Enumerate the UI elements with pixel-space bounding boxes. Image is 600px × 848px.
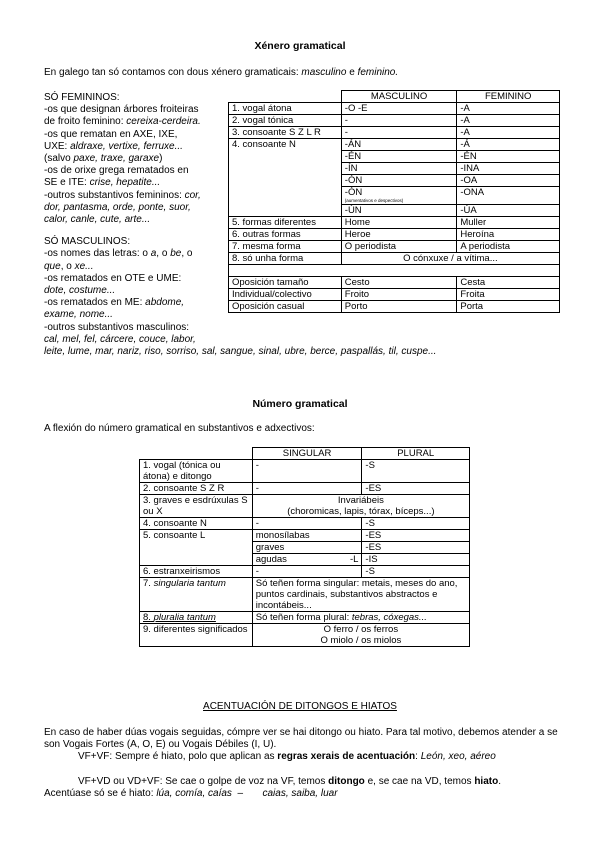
table-row: 2. vogal tónica - -A — [229, 115, 560, 127]
table-row: -ÓN (aumentativos e despectivos) -ONA — [229, 187, 560, 205]
table-row: 5. formas diferentes Home Muller — [229, 217, 560, 229]
table-row: Oposición casual Porto Porta — [229, 301, 560, 313]
table-row: 3. consoante S Z L R - -A — [229, 127, 560, 139]
table-row: 4. consoante N -ÁN -Á — [229, 139, 560, 151]
table-row: Individual/colectivo Froito Froita — [229, 289, 560, 301]
table-row: 8. pluralia tantum Só teñen forma plural: tebras, cóxegas... — [140, 612, 470, 624]
section3-p4: Acentúase só se é hiato: lúa, comía, caías – caias, saiba, luar — [44, 788, 338, 799]
section3-p1: En caso de haber dúas vogais seguidas, cómpre ver se hai ditongo ou hiato. Para tal motivo, debemos atender a se son Vogais Fortes (A, O, E) ou Vogais Débiles (I, U). — [44, 727, 558, 750]
table-row: 7. mesma forma O periodista A periodista — [229, 241, 560, 253]
table-row: -ÓN -OA — [229, 175, 560, 187]
table-row: 3. graves e esdrúxulas S ou X Invariábeis (choromicas, lapis, tórax, bíceps...) — [140, 495, 470, 518]
table-row: graves -ES — [140, 542, 470, 554]
table-row: 4. consoante N - -S — [140, 518, 470, 530]
table-row: 1. vogal (tónica ou átona) e ditongo - -S — [140, 460, 470, 483]
section2-title: Número gramatical — [252, 398, 348, 410]
table-row: -ÉN -ÉN — [229, 151, 560, 163]
section1-intro: En galego tan só contamos con dous xénero gramaticais: masculino e feminino. — [44, 67, 399, 78]
table-row: 7. singularia tantum Só teñen forma singular: metais, meses do ano, puntos cardinais, substantivos abstractos e incontábeis... — [140, 578, 470, 612]
section2-intro: A flexión do número gramatical en substantivos e adxectivos: — [44, 423, 315, 434]
section3-p2: VF+VF: Sempre é hiato, polo que aplican as regras xerais de acentuación: León, xeo, aéreo — [78, 751, 496, 762]
table-row: 8. só unha forma O cónxuxe / a vítima... — [229, 253, 560, 265]
table-row: agudas -L -IS — [140, 554, 470, 566]
gender-table: MASCULINO FEMININO 1. vogal átona -O -E -A 2. vogal tónica - -A 3. consoante S Z L R - -A 4. consoante N -ÁN -Á -ÉN -ÉN -ÍN -INA -ÓN -OA -ÓN (aumentativos e despectivos) -ONA -ÚN -ÚA 5. formas diferentes Home Muller 6. outras formas Heroe Heroína 7. mesma forma O periodista A periodista 8. só unha forma O cónxuxe / a vítima... Oposición tamaño Cesto Cesta Individual/colectivo Froito Froita Oposición casual Porto Porta — [228, 90, 560, 313]
masculine-heading: SÓ MASCULINOS: — [44, 236, 131, 248]
table-row: 9. diferentes significados O ferro / os ferros O miolo / os miolos — [140, 624, 470, 647]
section1-title: Xénero gramatical — [254, 40, 346, 52]
section3-p3: VF+VD ou VD+VF: Se cae o golpe de voz na VF, temos ditongo e, se cae na VD, temos hiato. — [78, 776, 501, 787]
table-row: -ÚN -ÚA — [229, 205, 560, 217]
feminine-heading: SÓ FEMININOS: — [44, 92, 120, 103]
feminine-list: SÓ FEMININOS: -os que designan árbores froiteiras de froito feminino: cereixa-cerdeira. -os que rematan en AXE, IXE, UXE: aldraxe, vertixe, ferruxe... (salvo paxe, traxe, garaxe) -os de orixe grega rematados en SE e ITE: crise, hepatite... -outros substantivos femininos: cor, dor, pantasma, orde, ponte, suor, calor, canle, cute, arte... SÓ MASCULINOS: -os nomes das letras: o a, o be, o que, o xe... -os rematados en OTE e UME: dote, costume... -os rematados en ME: abdome, exame, nome... -outros substantivos masculinos: cal, mel, fel, cárcere, couce, labor, leite, lume, mar, nariz, riso, sorriso, sal, sangue, sinal, ubre, berce, paspallás, til, cuspe... — [44, 92, 437, 358]
table-row: Oposición tamaño Cesto Cesta — [229, 277, 560, 289]
table-row: -ÍN -INA — [229, 163, 560, 175]
table-row: 5. consoante L monosílabas -ES — [140, 530, 470, 542]
table-row: 1. vogal átona -O -E -A — [229, 103, 560, 115]
section3-title: ACENTUACIÓN DE DITONGOS E HIATOS — [203, 701, 397, 712]
table-row: 2. consoante S Z R - -ES — [140, 483, 470, 495]
table-row: 6. outras formas Heroe Heroína — [229, 229, 560, 241]
table-row: 6. estranxeirismos - -S — [140, 566, 470, 578]
number-table: SINGULAR PLURAL 1. vogal (tónica ou átona) e ditongo - -S 2. consoante S Z R - -ES 3. graves e esdrúxulas S ou X Invariábeis (choromicas, lapis, tórax, bíceps...) 4. consoante N - -S 5. consoante L monosílabas -ES graves -ES agudas -L -IS 6. estranxeirismos - -S 7. singularia tantum Só teñen forma singular: metais, meses do ano, puntos cardinais, substantivos abstractos e incontábeis... 8. pluralia tantum Só teñen forma plural: tebras, cóxegas... 9. diferentes significados O ferro / os ferros O miolo / os miolos — [139, 447, 470, 647]
